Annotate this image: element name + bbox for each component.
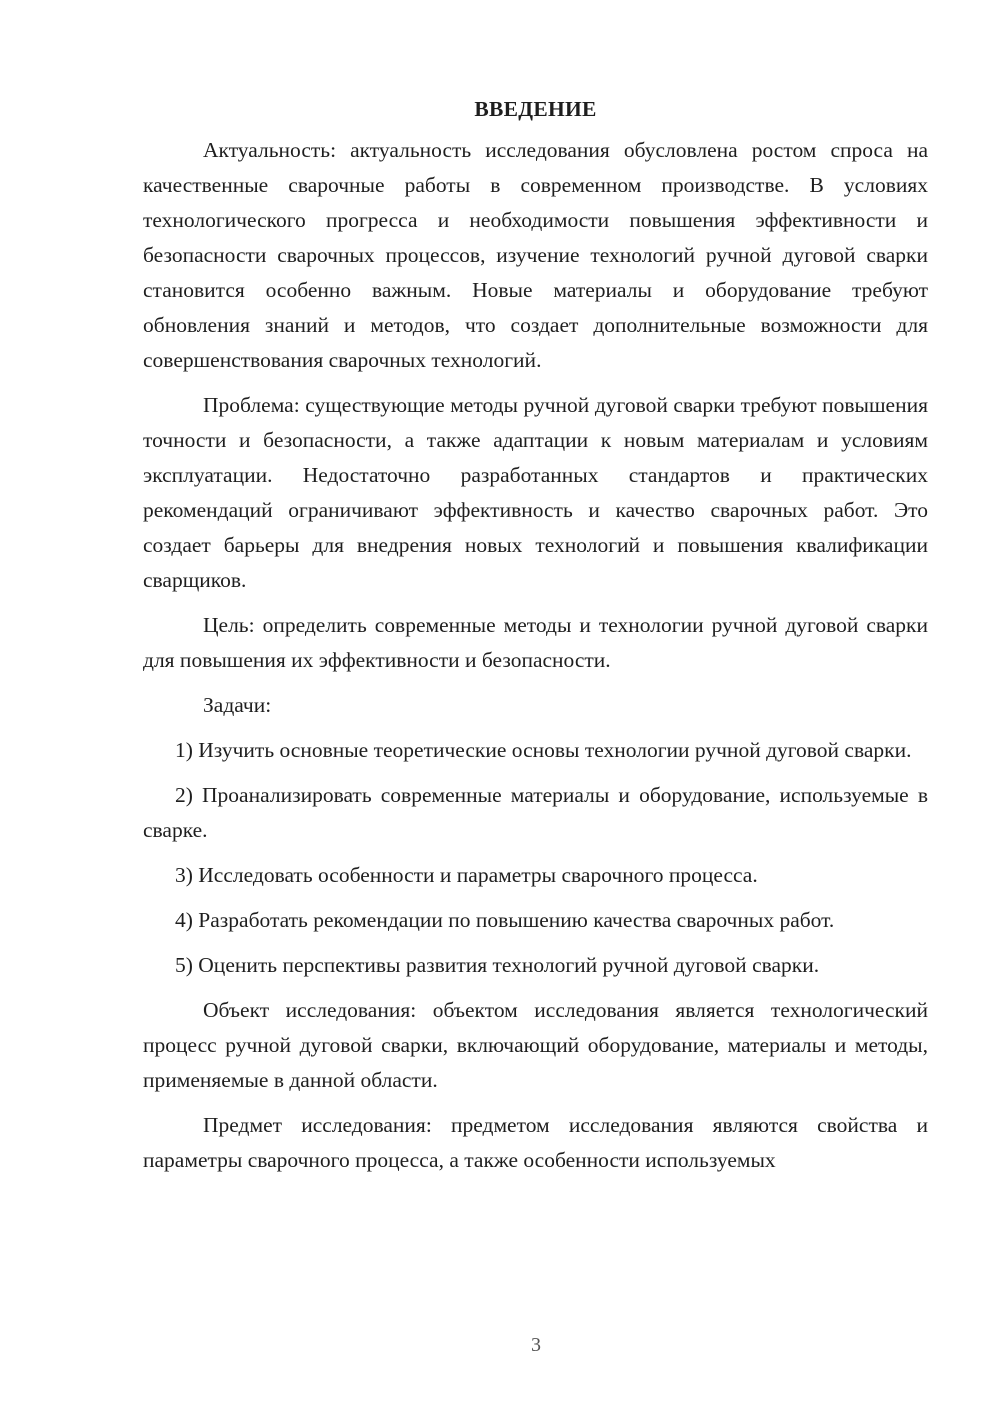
task-item-1: 1) Изучить основные теоретические основы технологии ручной дуговой сварки.	[175, 738, 912, 762]
paragraph-subject: Предмет исследования: предметом исследования являются свойства и параметры сварочного процесса, а также особенности используемых	[143, 1113, 928, 1172]
tasks-label: Задачи:	[203, 693, 272, 717]
paragraph-relevance: Актуальность: актуальность исследования обусловлена ростом спроса на качественные сварочные работы в современном производстве. В условиях технологического прогресса и необходимости повышения эффективности и безопасности сварочных процессов, изучение технологий ручной дуговой сварки становится особенно важным. Новые материалы и оборудование требуют обновления знаний и методов, что создает дополнительные возможности для совершенствования сварочных технологий.	[143, 138, 928, 372]
task-item-2: 2) Проанализировать современные материалы и оборудование, используемые в сварке.	[143, 783, 928, 842]
page-number: 3	[531, 1334, 541, 1356]
task-item-5: 5) Оценить перспективы развития технологий ручной дуговой сварки.	[175, 953, 820, 977]
task-item-4: 4) Разработать рекомендации по повышению качества сварочных работ.	[175, 908, 835, 932]
paragraph-problem: Проблема: существующие методы ручной дуговой сварки требуют повышения точности и безопасности, а также адаптации к новым материалам и условиям эксплуатации. Недостаточно разработанных стандартов и практических рекомендаций ограничивают эффективность и качество сварочных работ. Это создает барьеры для внедрения новых технологий и повышения квалификации сварщиков.	[143, 393, 928, 592]
page-body	[143, 92, 928, 1188]
paragraph-object: Объект исследования: объектом исследования является технологический процесс ручной дуговой сварки, включающий оборудование, материалы и методы, применяемые в данной области.	[143, 998, 928, 1092]
page-title: ВВЕДЕНИЕ	[474, 97, 597, 121]
task-item-3: 3) Исследовать особенности и параметры сварочного процесса.	[175, 863, 758, 887]
paragraph-goal: Цель: определить современные методы и технологии ручной дуговой сварки для повышения их эффективности и безопасности.	[143, 613, 928, 672]
